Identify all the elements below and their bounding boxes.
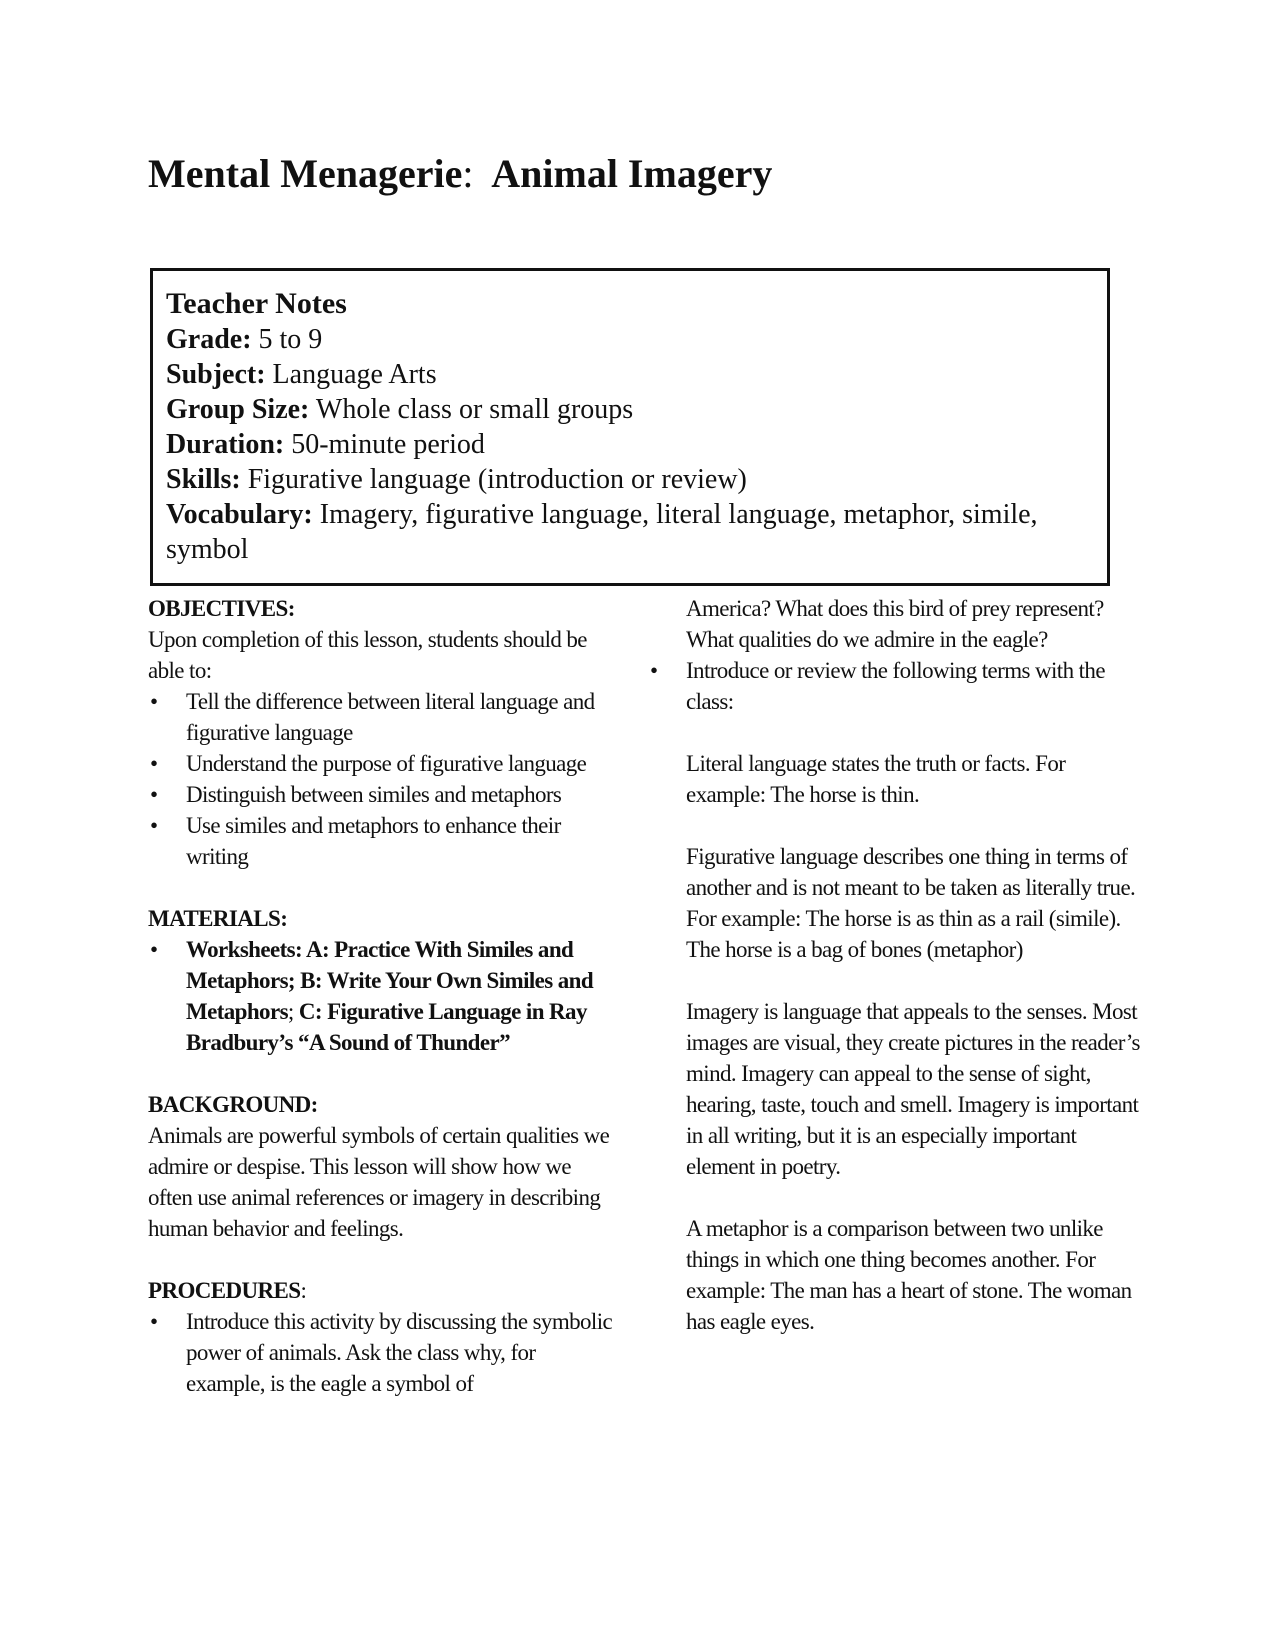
title-subtitle: Animal Imagery [491, 151, 773, 196]
objective-item: • Use similes and metaphors to enhance their writing [148, 810, 618, 872]
objective-item: • Understand the purpose of figurative language [148, 748, 618, 779]
figurative-language-definition: Figurative language describes one thing in terms of another and is not meant to be taken as literally true. For example: The horse is as thin as a rail (simile). The horse is a bag of bones (metaphor) [686, 844, 1136, 962]
procedures-heading-text: PROCEDURES [148, 1278, 301, 1303]
group-size-value: Whole class or small groups [315, 394, 634, 425]
procedures-list [148, 1306, 618, 1399]
skills-line [166, 462, 1095, 497]
objective-item: • Distinguish between similes and metaphors [148, 779, 618, 810]
grade-line [166, 322, 1095, 357]
duration-label: Duration: [166, 429, 285, 460]
grade-value: 5 to 9 [258, 324, 323, 355]
title-main: Mental Menagerie [148, 151, 463, 196]
page-title [148, 150, 772, 198]
materials-worksheet-c: C: Figurative Language in Ray Bradbury’s “A Sound of Thunder” [186, 999, 587, 1055]
objectives-heading: OBJECTIVES: [148, 596, 295, 621]
materials-list [148, 934, 618, 1058]
objectives-intro: Upon completion of this lesson, students should be able to: [148, 627, 587, 683]
grade-label: Grade: [166, 324, 252, 355]
duration-line [166, 427, 1095, 462]
procedures-heading [148, 1275, 618, 1306]
background-heading: BACKGROUND: [148, 1092, 318, 1117]
vocabulary-label: Vocabulary: [166, 499, 313, 530]
procedures-list-continued [648, 655, 1146, 717]
right-column [686, 593, 1146, 1337]
background-text: Animals are powerful symbols of certain qualities we admire or despise. This lesson will show how we often use animal references or imagery in describing human behavior and feelings. [148, 1123, 610, 1241]
materials-separator: ; [287, 999, 294, 1024]
materials-item [148, 934, 618, 1058]
group-size-line [166, 392, 1095, 427]
imagery-definition: Imagery is language that appeals to the senses. Most images are visual, they create pictures in the reader’s mind. Imagery can appeal to the sense of sight, hearing, taste, touch and smell. Imagery is important in all writing, but it is an especially important element in poetry. [686, 999, 1140, 1179]
objectives-list [148, 686, 618, 872]
materials-heading: MATERIALS: [148, 906, 288, 931]
subject-value: Language Arts [272, 359, 437, 390]
subject-label: Subject: [166, 359, 266, 390]
teacher-notes-heading: Teacher Notes [166, 287, 347, 320]
metaphor-definition: A metaphor is a comparison between two unlike things in which one thing becomes another. For example: The man has a heart of stone. The woman has eagle eyes. [686, 1216, 1132, 1334]
subject-line [166, 357, 1095, 392]
title-separator: : [462, 151, 474, 196]
vocabulary-value: Imagery, figurative language, literal language, metaphor, simile, symbol [166, 499, 1038, 565]
duration-value: 50-minute period [291, 429, 485, 460]
procedure-item: • Introduce or review the following terms with the class: [648, 655, 1146, 717]
teacher-notes-box [150, 268, 1110, 586]
group-size-label: Group Size: [166, 394, 310, 425]
procedure-item: • Introduce this activity by discussing the symbolic power of animals. Ask the class why, for example, is the eagle a symbol of [148, 1306, 618, 1399]
left-column [148, 593, 618, 1399]
literal-language-definition: Literal language states the truth or facts. For example: The horse is thin. [686, 751, 1066, 807]
procedure-item-continued: America? What does this bird of prey represent? What qualities do we admire in the eagle? [686, 596, 1104, 652]
skills-value: Figurative language (introduction or review) [247, 464, 747, 495]
materials-worksheets-ab: Worksheets: A: Practice With Similes and Metaphors; B: Write Your Own Similes and Metaphors [186, 937, 594, 1024]
objective-item: • Tell the difference between literal language and figurative language [148, 686, 618, 748]
procedures-heading-colon: : [300, 1278, 307, 1303]
vocabulary-line [166, 497, 1095, 567]
skills-label: Skills: [166, 464, 241, 495]
